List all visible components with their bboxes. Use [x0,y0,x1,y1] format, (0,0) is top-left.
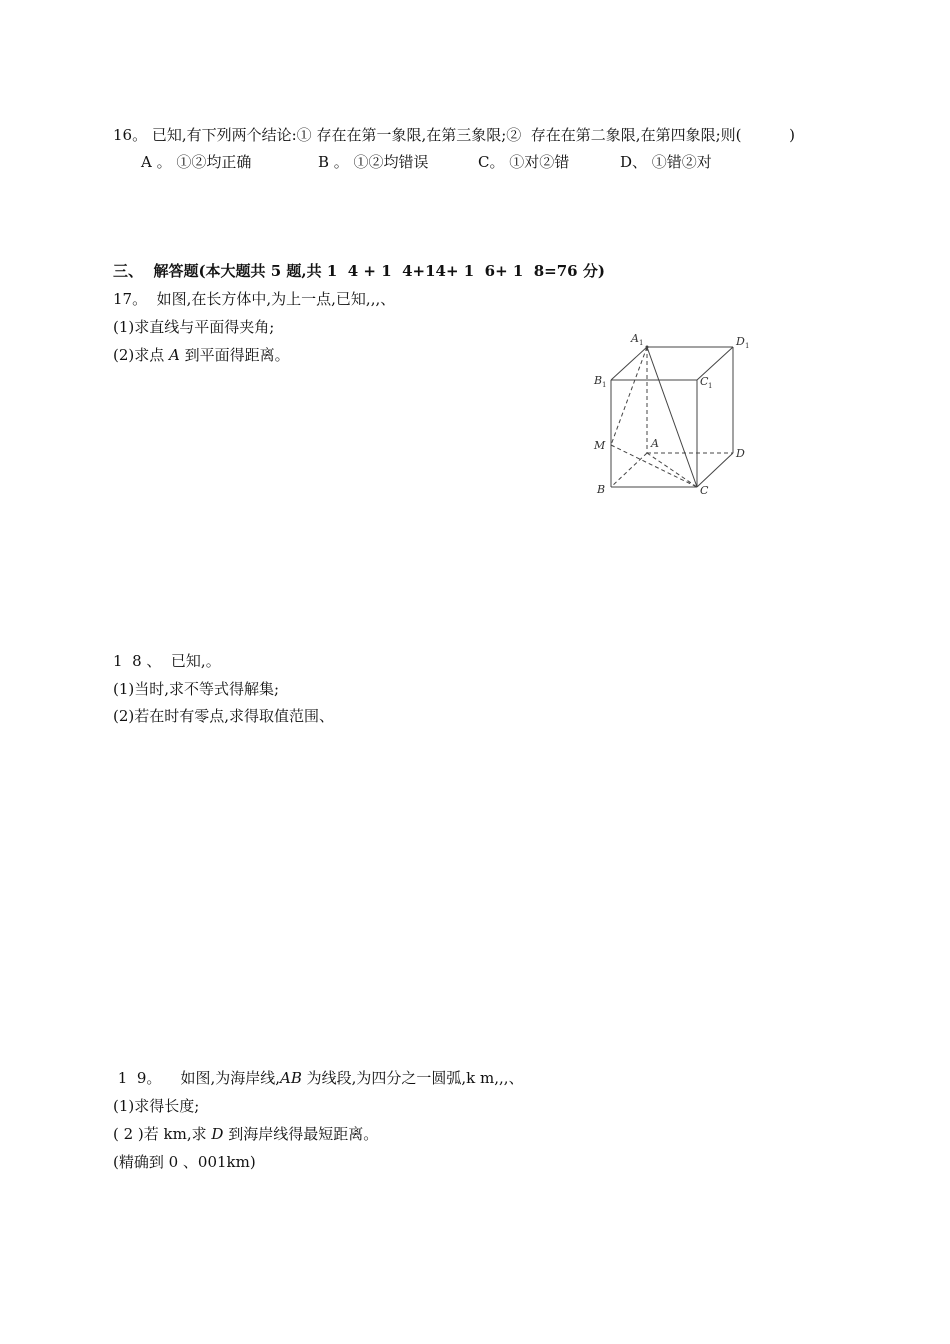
label-b1: B [594,374,603,387]
label-a: A [651,437,659,450]
q19-stem-prefix: 1 9。 如图,为海岸线, [113,1069,281,1087]
q19-stem [113,1069,524,1087]
q19-stem-suffix: 为线段,为四分之一圆弧,k m,,,、 [301,1069,524,1087]
q19-part2-var: D [211,1125,224,1143]
segment-a-c [647,453,697,487]
edge-a-b-hidden [611,453,647,487]
edge-d-c [697,453,733,487]
q16-option-d: D、 ①错②对 [620,153,712,171]
q19-part2 [113,1125,378,1143]
q17-stem: 17。 如图,在长方体中,为上一点,已知,,,、 [113,290,396,308]
label-m: M [594,439,606,452]
q19-part1: (1)求得长度; [113,1097,200,1115]
segment-a1-c [647,347,697,487]
q19-stem-var: AB [280,1069,302,1087]
label-a1: A [631,332,639,345]
q18-stem: 1 8 、 已知,。 [113,652,221,670]
q17-part2-suffix: 到平面得距离。 [179,346,290,364]
q17-part1: (1)求直线与平面得夹角; [113,318,275,336]
q19-part2-prefix: ( 2 )若 km,求 [113,1125,212,1143]
q18-part1: (1)当时,求不等式得解集; [113,680,280,698]
label-b1-sub: 1 [602,381,607,389]
q16-option-b: B 。 ①②均错误 [318,153,429,171]
segment-a1-m [611,347,647,445]
label-a1-sub: 1 [639,339,644,347]
q16-stem: 16。 已知,有下列两个结论:① 存在在第一象限,在第三象限;② 存在在第二象限,在第四象限;则( ) [113,126,796,144]
q18-part2: (2)若在时有零点,求得取值范围、 [113,707,335,725]
q17-part2-var: A [169,346,180,364]
q16-option-c: C。 ①对②错 [478,153,570,171]
edge-a1-b1 [611,347,647,380]
label-c1: C [700,375,709,388]
label-c: C [700,484,709,497]
q16-option-a: A 。 ①②均正确 [141,153,252,171]
label-d1: D [736,335,745,348]
q19-note: (精确到 0 、001km) [113,1153,256,1171]
label-b: B [597,483,606,496]
label-d: D [736,447,745,460]
q17-part2-prefix: (2)求点 [113,346,170,364]
label-d1-sub: 1 [745,342,750,350]
q17-part2 [113,346,290,364]
q19-part2-suffix: 到海岸线得最短距离。 [223,1125,379,1143]
label-c1-sub: 1 [708,382,713,390]
vertex-a1-dot [646,346,649,349]
cuboid-figure [585,325,765,505]
section-heading: 三、 解答题(本大题共 5 题,共 1 4 + 1 4+14+ 1 6+ 1 8=76 分) [113,262,605,280]
